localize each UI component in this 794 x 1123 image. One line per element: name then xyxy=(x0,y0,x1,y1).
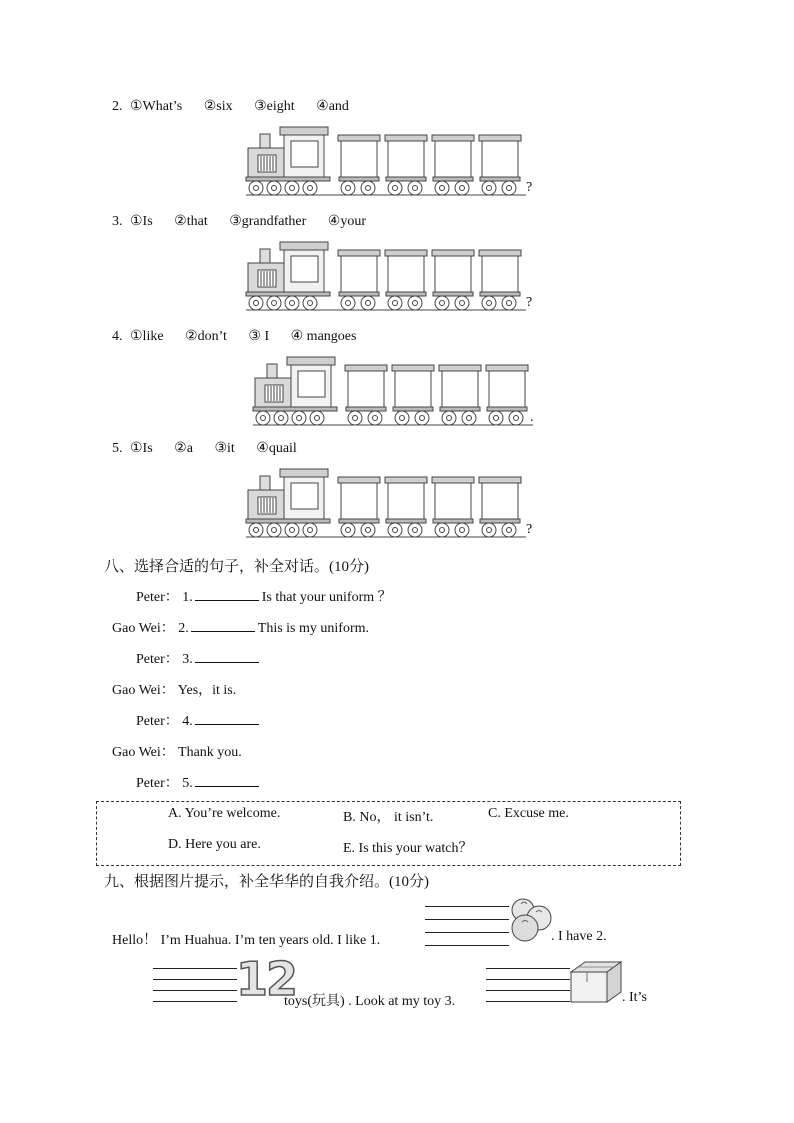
option-e: E. Is this your watch？ xyxy=(343,841,473,856)
answer-blank[interactable] xyxy=(195,712,259,725)
answer-blank[interactable] xyxy=(191,619,255,632)
section8-title: 八、选择合适的句子，补全对话。(10分) xyxy=(104,559,369,575)
intro-line2-a: toys(玩具) . Look at my toy 3. xyxy=(284,994,456,1009)
dialogue-line: Peter： 4. xyxy=(136,710,262,730)
box-icon xyxy=(567,960,623,1004)
option-c: C. Excuse me. xyxy=(488,806,569,821)
train-icon xyxy=(244,125,534,197)
intro-line1-a: Hello！ I’m Huahua. I’m ten years old. I like 1. xyxy=(112,933,381,948)
train-icon xyxy=(251,355,541,427)
option-a: A. You’re welcome. xyxy=(168,806,281,821)
dialogue-line: Gao Wei： Thank you. xyxy=(112,745,242,760)
number-12-picture: 12 xyxy=(236,952,297,1006)
end-punct: . xyxy=(530,410,534,425)
intro-line2-b: . It’s xyxy=(622,990,647,1005)
option-d: D. Here you are. xyxy=(168,837,261,852)
item-text: 4. ①like ②don’t ③ I ④ mangoes xyxy=(112,329,357,344)
answer-lines-1[interactable] xyxy=(425,906,509,946)
oranges-icon xyxy=(508,896,554,944)
train-icon xyxy=(244,467,534,539)
intro-line1-b: . I have 2. xyxy=(551,929,607,944)
answer-blank[interactable] xyxy=(195,774,259,787)
answer-lines-3[interactable] xyxy=(486,968,570,1002)
dialogue-line: Peter： 3. xyxy=(136,648,262,668)
answer-lines-2[interactable] xyxy=(153,968,237,1002)
item-text: 5. ①Is ②a ③it ④quail xyxy=(112,441,297,456)
dialogue-line: Peter： 5. xyxy=(136,772,262,792)
end-punct: ? xyxy=(526,522,533,537)
dialogue-line: Gao Wei： 2. This is my uniform. xyxy=(112,621,370,636)
answer-blank[interactable] xyxy=(195,650,259,663)
item-text: 3. ①Is ②that ③grandfather ④your xyxy=(112,214,367,229)
section9-title: 九、根据图片提示，补全华华的自我介绍。(10分) xyxy=(104,874,429,890)
dialogue-line: Gao Wei： Yes，it is. xyxy=(112,683,237,698)
dialogue-line: Peter： 1. Is that your uniform ？ xyxy=(136,590,392,605)
train-icon xyxy=(244,240,534,312)
end-punct: ? xyxy=(526,180,533,195)
answer-blank[interactable] xyxy=(195,588,259,601)
option-b: B. No， it isn’t. xyxy=(343,810,434,825)
end-punct: ? xyxy=(526,295,533,310)
item-text: 2. ①What’s ②six ③eight ④and xyxy=(112,99,349,114)
